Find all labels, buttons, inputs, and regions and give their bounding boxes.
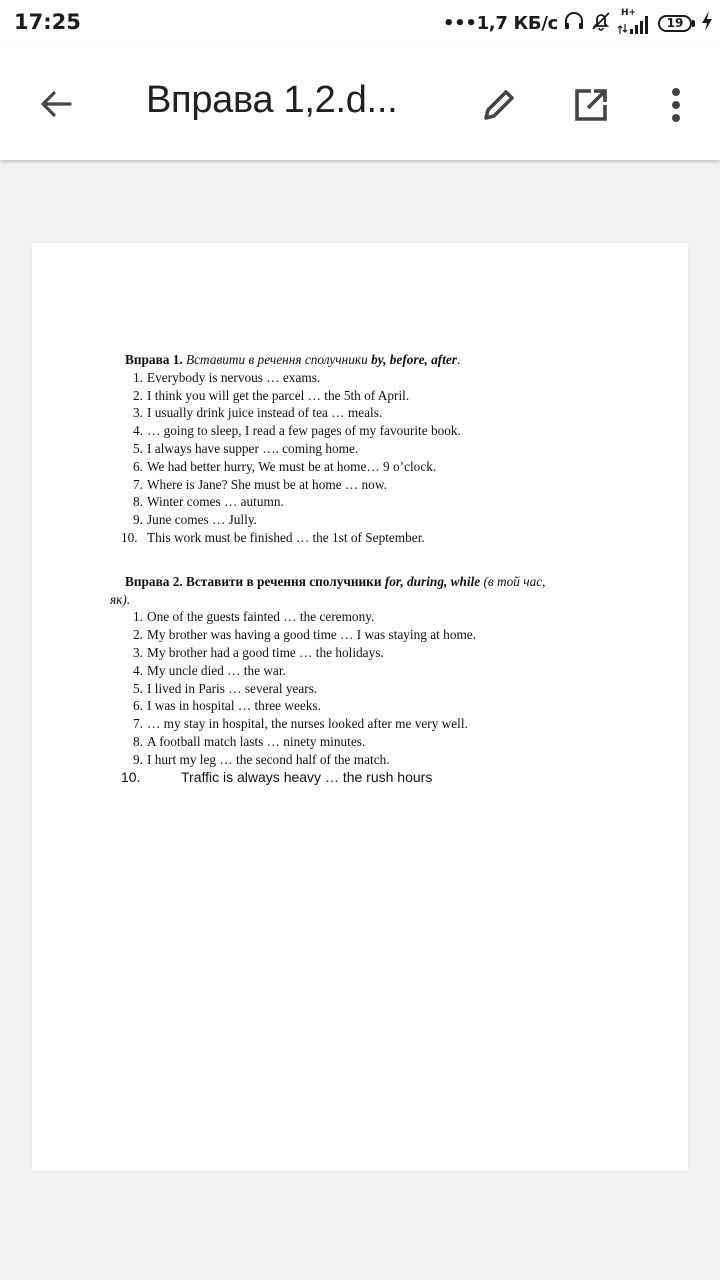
charging-icon [700,10,714,37]
item-number: 2. [133,387,143,403]
item-text: I was in hospital … three weeks. [147,698,321,714]
item-text: June comes … Jully. [147,512,257,528]
item-number: 5. [133,440,143,456]
item-text: … my stay in hospital, the nurses looked after me very well. [147,716,468,732]
exercise1-list [121,369,645,547]
exercise1-instruction: Вставити в речення сполучники [186,352,368,367]
more-vert-icon [669,85,683,125]
pencil-icon [479,85,519,125]
list-item [125,458,645,476]
battery-tip [692,20,695,27]
item-text: Where is Jane? She must be at home … now. [147,476,387,492]
exercise2-heading-continued [110,591,645,609]
edit-button[interactable] [474,80,524,130]
item-number: 10. [121,529,138,545]
list-item [125,662,645,680]
item-number: 7. [133,476,143,492]
item-number: 4. [133,662,143,678]
item-number: 1. [133,609,143,625]
item-number: 9. [133,512,143,528]
item-number: 9. [133,751,143,767]
open-external-icon [571,85,611,125]
status-time: 17:25 [14,10,81,34]
more-options-button[interactable] [654,80,698,130]
item-text: Winter comes … autumn. [147,494,284,510]
item-number: 3. [133,405,143,421]
item-text: Traffic is always heavy … the rush hours [181,768,433,785]
item-text: My brother had a good time … the holidays. [147,644,384,660]
item-text: I lived in Paris … several years. [147,680,318,696]
item-number: 3. [133,644,143,660]
item-text: I hurt my leg … the second half of the match. [147,751,390,767]
battery-icon [658,15,695,32]
list-item [125,387,645,405]
network-speed: •••1,7 КБ/с [442,12,558,34]
exercise2-note-start: (в той час, [483,573,546,589]
item-text: We had better hurry, We must be at home… 9 o’clock. [147,458,437,474]
exercise2-note-end: як). [110,591,131,607]
document-page[interactable] [32,243,688,1171]
item-number: 8. [133,733,143,749]
list-item [125,680,645,698]
exercise2-heading [125,573,645,591]
list-item [125,715,645,733]
open-external-button[interactable] [566,80,616,130]
app-toolbar [0,48,720,160]
item-number: 10. [121,768,141,785]
battery-level: 19 [658,15,692,32]
item-text: Everybody is nervous … exams. [147,369,321,385]
document-title: Вправа 1,2.d... [146,79,398,121]
list-item [125,440,645,458]
list-item [125,608,645,626]
document-content [110,351,645,786]
list-item [125,733,645,751]
item-text: I usually drink juice instead of tea … meals. [147,405,383,421]
list-item [125,511,645,529]
exercise2-words: for, during, while [384,573,481,589]
exercise2-instruction: Вставити в речення сполучники [186,573,382,589]
status-bar [0,0,720,48]
network-type-label: H+ [621,8,637,18]
back-button[interactable] [30,78,82,130]
exercise2-label: Вправа 2. [125,573,183,589]
list-item [125,369,645,387]
item-number: 5. [133,680,143,696]
bell-off-icon [590,10,612,37]
list-item [121,529,645,547]
list-item [125,697,645,715]
list-item [125,404,645,422]
exercise2-block [110,573,645,787]
back-arrow-icon [36,84,76,124]
signal-icon [617,10,653,36]
item-text: A football match lasts … ninety minutes. [147,733,366,749]
exercise2-list [121,608,645,786]
item-text: … going to sleep, I read a few pages of my favourite book. [147,423,461,439]
list-item [121,768,645,787]
item-text: I always have supper …. coming home. [147,440,359,456]
list-item [125,751,645,769]
item-number: 8. [133,494,143,510]
exercise1-label: Вправа 1. [125,352,183,367]
list-item [125,493,645,511]
item-text: My brother was having a good time … I was staying at home. [147,627,477,643]
list-item [125,626,645,644]
exercise1-words: by, before, after [371,352,457,367]
item-number: 2. [133,627,143,643]
item-text: One of the guests fainted … the ceremony. [147,609,375,625]
exercise1-heading: Вправа 1. Вставити в речення сполучники by, before, after. [125,352,461,367]
item-number: 1. [133,369,143,385]
status-indicators [443,8,714,38]
item-number: 6. [133,458,143,474]
item-text: This work must be finished … the 1st of September. [147,529,425,545]
item-number: 6. [133,698,143,714]
list-item [125,644,645,662]
item-number: 4. [133,423,143,439]
item-number: 7. [133,716,143,732]
list-item [125,476,645,494]
item-text: My uncle died … the war. [147,662,286,678]
list-item [125,422,645,440]
headset-icon [563,10,585,37]
item-text: I think you will get the parcel … the 5th of April. [147,387,410,403]
